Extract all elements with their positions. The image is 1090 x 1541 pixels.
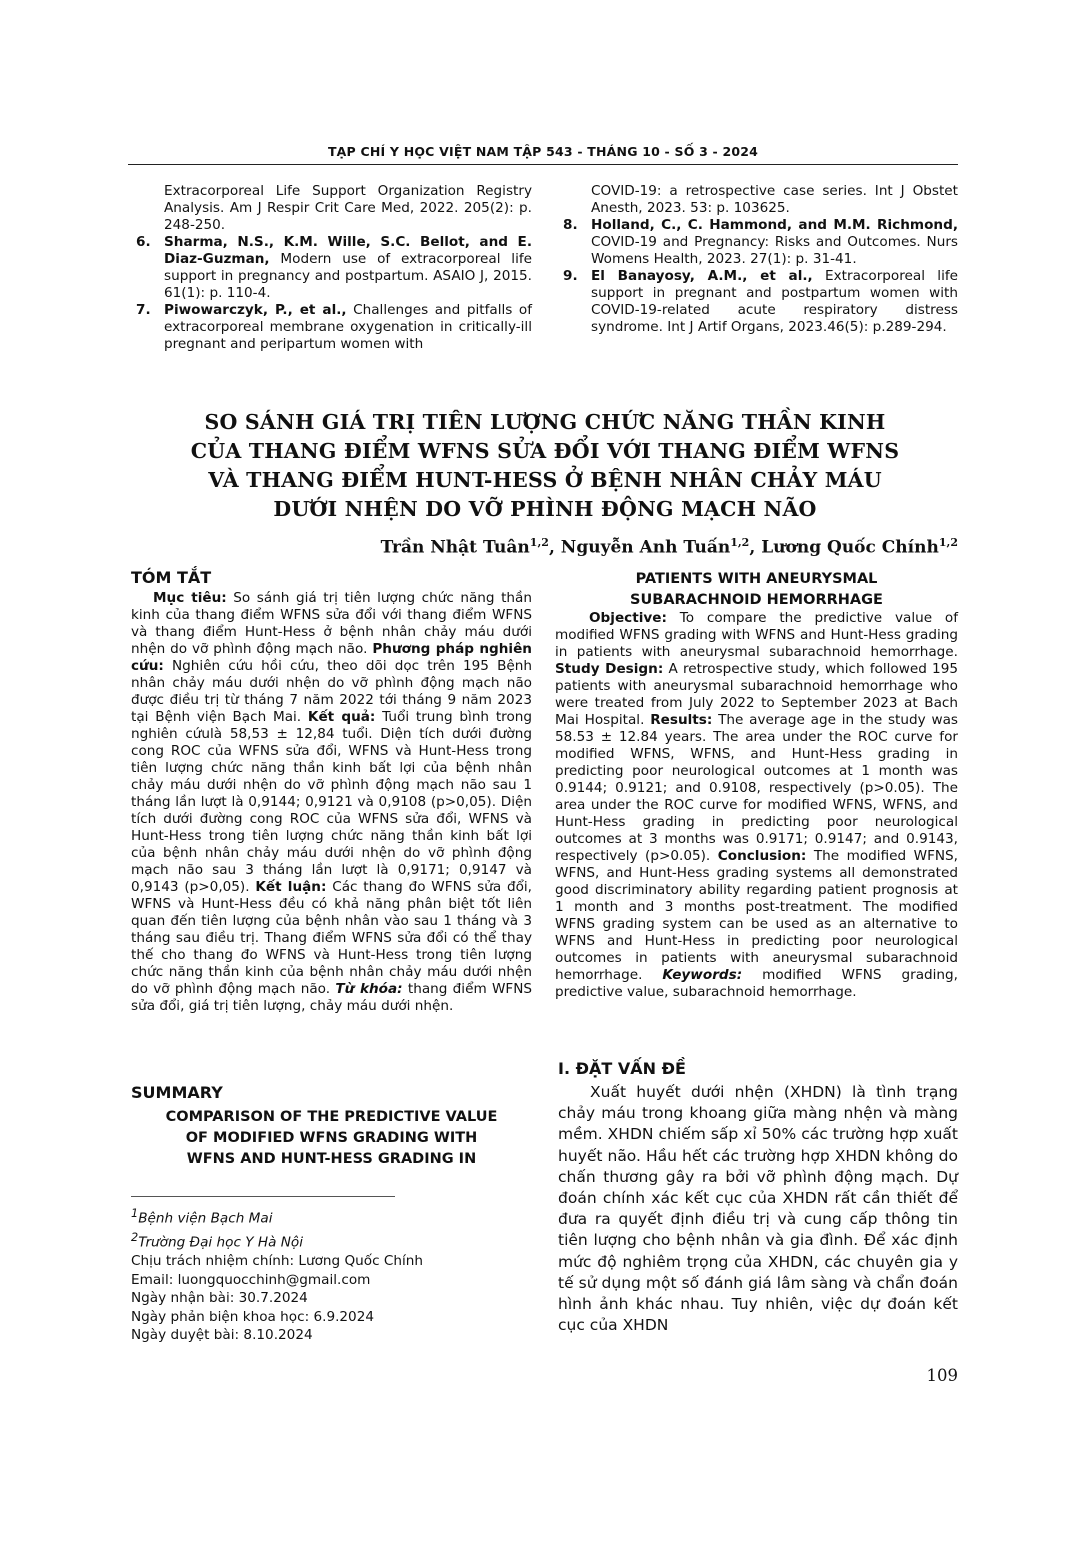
intro-paragraph: Xuất huyết dưới nhện (XHDN) là tình trạng chảy máu trong khoang giữa màng nhện và màng mềm. XHDN chiếm sấp xỉ 50% các trường hợp xuất huyết não. Hầu hết các trường hợp XHDN không do chấn thương gây ra bởi vỡ phình động mạch. Dự đoán chính xác kết cục của XHDN rất cần thiết để đưa ra quyết định điều trị và cung cấp thông tin tiên lượng cho bệnh nhân và gia đình. Để xác định mức độ nghiêm trọng của XHDN, các chuyên gia y tế sử dụng một số đánh giá lâm sàng và chẩn đoán hình ảnh khác nhau. Tuy nhiên, việc dự đoán kết cục của XHDN — [558, 1083, 958, 1335]
summary-title-line: SUBARACHNOID HEMORRHAGE — [630, 592, 883, 608]
abstract-label: Mục tiêu: — [153, 590, 227, 606]
summary-title — [131, 1107, 532, 1170]
author-list — [381, 536, 958, 558]
abstract-text: Tuổi trung bình trong nghiên cứulà 58,53 ± 12,84 tuổi. Diện tích dưới đường cong ROC của WFNS sửa đổi, WFNS và Hunt-Hess trong tiên lượng chức năng thần kinh bất lợi của bệnh nhân chảy máu dưới nhện do vỡ phình động mạch não sau 1 tháng lần lượt là 0,9144; 0,9121 và 0,9108 (p>0,05). Diện tích dưới đường cong ROC của WFNS sửa đổi, WFNS và Hunt-Hess trong tiên lượng chức năng thần kinh bất lợi của bệnh nhân chảy máu dưới nhện do vỡ phình động mạch não sau 3 tháng lần lượt là 0,9171; 0,9147 và 0,9143 (p>0,05). — [131, 709, 532, 895]
english-abstract — [555, 610, 958, 1001]
footnote-text: Trường Đại học Y Hà Nội — [138, 1234, 304, 1251]
reference-authors: Piwowarczyk, P., et al., — [164, 302, 347, 318]
abstract-label: Kết quả: — [307, 709, 376, 725]
footnote-accepted: Ngày duyệt bài: 8.10.2024 — [131, 1327, 313, 1344]
abstract-text: To compare the predictive value of modified WFNS grading with WFNS and Hunt-Hess grading in patients with aneurysmal subarachnoid hemorrhage. — [555, 610, 958, 660]
footnote-email: Email: luongquocchinh@gmail.com — [131, 1271, 371, 1288]
intro-heading: I. ĐẶT VẤN ĐỀ — [558, 1059, 686, 1078]
author-name: Trần Nhật Tuân — [380, 537, 530, 558]
abstract-label: Study Design: — [555, 661, 664, 677]
reference-number: 9. — [563, 268, 578, 284]
summary-title-continued — [555, 569, 958, 611]
reference-text: Modern use of extracorporeal life support in pregnancy and postpartum. ASAIO J, 2015. 61(1): p. 110-4. — [164, 251, 532, 301]
footnote-responsible: Chịu trách nhiệm chính: Lương Quốc Chính — [131, 1253, 424, 1270]
summary-heading: SUMMARY — [131, 1083, 223, 1102]
reference-text: Extracorporeal life support in pregnant and postpartum women with COVID-19-related acute respiratory distress syndrome. Int J Artif Organs, 2023.46(5): p.289-294. — [591, 268, 958, 335]
summary-title-line: PATIENTS WITH ANEURYSMAL — [635, 571, 878, 587]
abstract-text: Nghiên cứu hồi cứu, theo dõi dọc trên 195 Bệnh nhân chảy máu dưới nhện do vỡ phình động mạch não được điều trị từ tháng 7 năm 2022 tới tháng 9 năm 2023 tại Bệnh viện Bạch Mai. — [131, 658, 533, 725]
footnote-reviewed: Ngày phản biện khoa học: 6.9.2024 — [131, 1308, 375, 1325]
abstract-text: So sánh giá trị tiên lượng chức năng thần kinh của thang điểm WFNS sửa đổi với thang điểm WFNS và thang điểm Hunt-Hess ở bệnh nhân chảy máu dưới nhện do vỡ phình động mạch não. — [131, 590, 532, 657]
abstract-text: thang điểm WFNS sửa đổi, giá trị tiên lượng, chảy máu dưới nhện. — [131, 981, 532, 1014]
summary-title-line: COMPARISON OF THE PREDICTIVE VALUE — [165, 1109, 498, 1125]
journal-header: TẠP CHÍ Y HỌC VIỆT NAM TẬP 543 - THÁNG 10 - SỐ 3 - 2024 — [327, 144, 759, 159]
abstract-text: A retrospective study, which followed 195 patients with aneurysmal subarachnoid hemorrhage who were treated from July 2022 to September 2023 at Bach Mai Hospital. — [555, 661, 958, 728]
references-left — [128, 183, 532, 353]
abstract-label: Objective: — [589, 610, 667, 626]
abstract-text: The modified WFNS, WFNS, and Hunt-Hess grading systems all demonstrated good discriminatory ability regarding patient prognosis at 1 month and 3 months post-treatment. The modified WFNS grading system can be used as an alternative to WFNS and Hunt-Hess in predicting poor neurological outcomes in patients with aneurysmal subarachnoid hemorrhage. — [555, 848, 959, 983]
title-line: VÀ THANG ĐIỂM HUNT-HESS Ở BỆNH NHÂN CHẢY MÁU — [208, 468, 882, 492]
tomtat-heading: TÓM TẮT — [131, 568, 212, 587]
reference-item — [555, 268, 958, 336]
author-separator: , — [749, 537, 762, 558]
reference-authors: El Banayosy, A.M., et al., — [591, 268, 813, 284]
author-name: Lương Quốc Chính — [761, 537, 939, 558]
abstract-label: Từ khóa: — [335, 981, 403, 997]
footnote-received: Ngày nhận bài: 30.7.2024 — [131, 1290, 308, 1307]
article-title — [140, 408, 950, 524]
reference-item — [555, 217, 958, 268]
reference-text: Challenges and pitfalls of extracorporeal membrane oxygenation in critically-ill pregnant and peripartum women with — [164, 302, 532, 352]
summary-title-line: OF MODIFIED WFNS GRADING WITH — [185, 1130, 478, 1146]
title-line: DƯỚI NHỆN DO VỠ PHÌNH ĐỘNG MẠCH NÃO — [273, 497, 817, 521]
abstract-label: Conclusion: — [717, 848, 807, 864]
footnote-text: Bệnh viện Bạch Mai — [138, 1210, 273, 1227]
footnotes — [131, 1204, 531, 1345]
reference-number: 7. — [136, 302, 151, 318]
author-affiliation: 1,2 — [529, 536, 549, 549]
reference-authors: Sharma, N.S., K.M. Wille, S.C. Bellot, and E. Diaz-Guzman, — [164, 234, 532, 267]
references-right — [555, 183, 958, 336]
abstract-label: Keywords: — [662, 967, 743, 983]
reference-text: COVID-19 and Pregnancy: Risks and Outcomes. Nurs Womens Health, 2023. 27(1): p. 31-41. — [591, 234, 958, 267]
footnote-affiliation — [131, 1228, 531, 1252]
reference-item — [555, 183, 958, 217]
footnote-number: 2 — [131, 1230, 139, 1245]
abstract-text: modified WFNS grading, predictive value, subarachnoid hemorrhage. — [555, 967, 958, 1000]
reference-text: COVID-19: a retrospective case series. Int J Obstet Anesth, 2023. 53: p. 103625. — [591, 183, 958, 216]
reference-authors: Holland, C., C. Hammond, and M.M. Richmond, — [591, 217, 958, 233]
author-name: Nguyễn Anh Tuấn — [560, 537, 731, 558]
title-line: CỦA THANG ĐIỂM WFNS SỬA ĐỔI VỚI THANG ĐIỂM WFNS — [190, 439, 900, 463]
reference-number: 6. — [136, 234, 151, 250]
footnote-affiliation — [131, 1204, 531, 1228]
reference-item — [128, 302, 532, 353]
footnote-rule — [131, 1196, 395, 1197]
author-affiliation: 1,2 — [938, 536, 958, 549]
reference-number: 8. — [563, 217, 578, 233]
title-line: SO SÁNH GIÁ TRỊ TIÊN LƯỢNG CHỨC NĂNG THẦN KINH — [204, 410, 886, 434]
author-affiliation: 1,2 — [730, 536, 750, 549]
reference-text: Extracorporeal Life Support Organization Registry Analysis. Am J Respir Crit Care Med, 2022. 205(2): p. 248-250. — [164, 183, 532, 233]
reference-item — [128, 183, 532, 234]
abstract-text: Các thang đo WFNS sửa đổi, WFNS và Hunt-Hess đều có khả năng phân biệt tốt liên quan đến tiên lượng của bệnh nhân vào sau 1 tháng và 3 tháng sau điều trị. Thang điểm WFNS sửa đổi có thể thay thế cho thang đo WFNS và Hunt-Hess trong tiên lượng chức năng thần kinh của bệnh nhân chảy máu dưới nhện do vỡ phình động mạch não. — [131, 879, 532, 997]
summary-title-line: WFNS AND HUNT-HESS GRADING IN — [186, 1151, 477, 1167]
abstract-label: Results: — [650, 712, 713, 728]
author-separator: , — [548, 537, 561, 558]
abstract-label: Kết luận: — [255, 879, 327, 895]
tomtat-abstract — [131, 590, 532, 1015]
page-number: 109 — [926, 1366, 958, 1385]
abstract-text: The average age in the study was 58.53 ± 12.84 years. The area under the ROC curve for modified WFNS, WFNS, and Hunt-Hess grading in predicting poor neurological outcomes at 1 month was 0.9144; 0.9121; and 0.9108, respectively (p>0.05). The area under the ROC curve for modified WFNS, WFNS, and Hunt-Hess grading in predicting poor neurological outcomes at 3 months was 0.9171; 0.9147; and 0.9143, respectively (p>0.05). — [555, 712, 958, 864]
abstract-label: Phương pháp nghiên cứu: — [131, 641, 532, 674]
header-rule — [128, 164, 958, 165]
reference-item — [128, 234, 532, 302]
footnote-number: 1 — [131, 1206, 139, 1220]
